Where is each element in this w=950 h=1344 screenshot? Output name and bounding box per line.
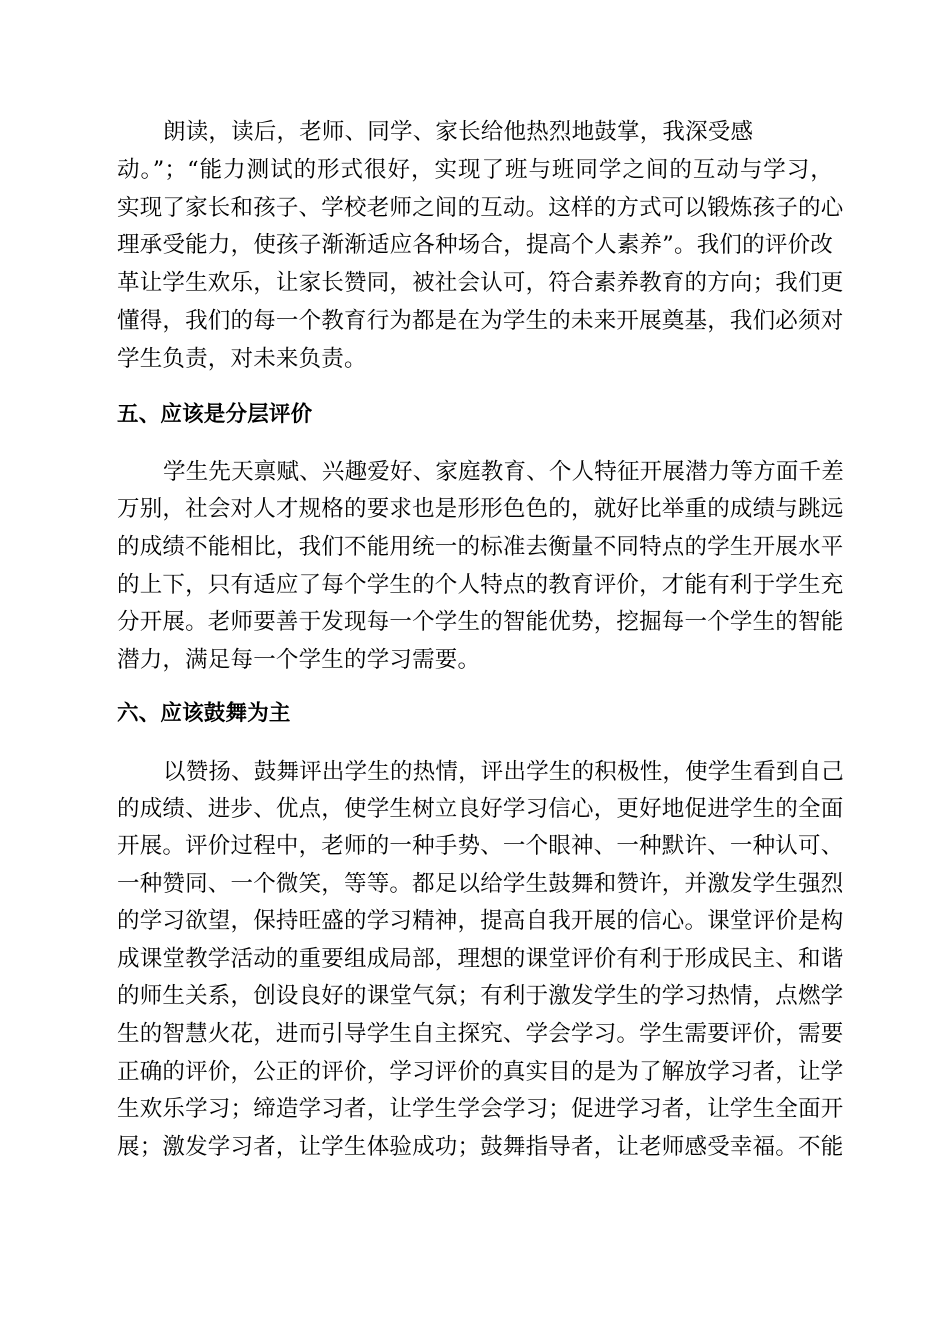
paragraph-line: 一种赞同、一个微笑，等等。都足以给学生鼓舞和赞许，并激发学生强烈 [117,871,844,897]
paragraph-line: 展；激发学习者，让学生体验成功；鼓舞指导者，让老师感受幸福。不能 [117,1134,844,1160]
paragraph-line: 开展。评价过程中，老师的一种手势、一个眼神、一种默许、一种认可、 [117,833,844,859]
paragraph-line: 的师生关系，创设良好的课堂气氛；有利于激发学生的学习热情，点燃学 [117,983,844,1009]
paragraph-line: 朗读，读后，老师、同学、家长给他热烈地鼓掌，我深受感 [163,119,754,145]
paragraph-line: 动。”；“能力测试的形式很好，实现了班与班同学之间的互动与学习， [117,157,833,183]
paragraph-line: 实现了家长和孩子、学校老师之间的互动。这样的方式可以锻炼孩子的心 [117,195,844,221]
paragraph-line: 生欢乐学习；缔造学习者，让学生学会学习；促进学习者，让学生全面开 [117,1096,844,1122]
paragraph-line: 学生先天禀赋、兴趣爱好、家庭教育、个人特征开展潜力等方面千差 [163,459,845,485]
paragraph-line: 以赞扬、鼓舞评出学生的热情，评出学生的积极性，使学生看到自己 [163,759,845,785]
paragraph-line: 懂得，我们的每一个教育行为都是在为学生的未来开展奠基，我们必须对 [117,308,844,334]
paragraph-line: 万别，社会对人才规格的要求也是形形色色的，就好比举重的成绩与跳远 [117,496,844,522]
paragraph-line: 生的智慧火花，进而引导学生自主探究、学会学习。学生需要评价，需要 [117,1021,844,1047]
section-heading: 五、应该是分层评价 [117,402,313,427]
paragraph-line: 革让学生欢乐，让家长赞同，被社会认可，符合素养教育的方向；我们更 [117,270,844,296]
paragraph-line: 理承受能力，使孩子渐渐适应各种场合，提高个人素养”。我们的评价改 [117,232,833,258]
paragraph-line: 学生负责，对未来负责。 [117,346,367,372]
paragraph-line: 成课堂教学活动的重要组成局部，理想的课堂评价有利于形成民主、和谐 [117,946,844,972]
paragraph-line: 分开展。老师要善于发现每一个学生的智能优势，挖掘每一个学生的智能 [117,609,844,635]
paragraph-line: 的成绩不能相比，我们不能用统一的标准去衡量不同特点的学生开展水平 [117,534,844,560]
section-heading: 六、应该鼓舞为主 [117,701,291,726]
paragraph-line: 的上下，只有适应了每个学生的个人特点的教育评价，才能有利于学生充 [117,572,844,598]
paragraph-line: 潜力，满足每一个学生的学习需要。 [117,647,481,673]
paragraph-line: 的成绩、进步、优点，使学生树立良好学习信心，更好地促进学生的全面 [117,796,844,822]
paragraph-line: 的学习欲望，保持旺盛的学习精神，提高自我开展的信心。课堂评价是构 [117,908,844,934]
paragraph-line: 正确的评价，公正的评价，学习评价的真实目的是为了解放学习者，让学 [117,1059,844,1085]
